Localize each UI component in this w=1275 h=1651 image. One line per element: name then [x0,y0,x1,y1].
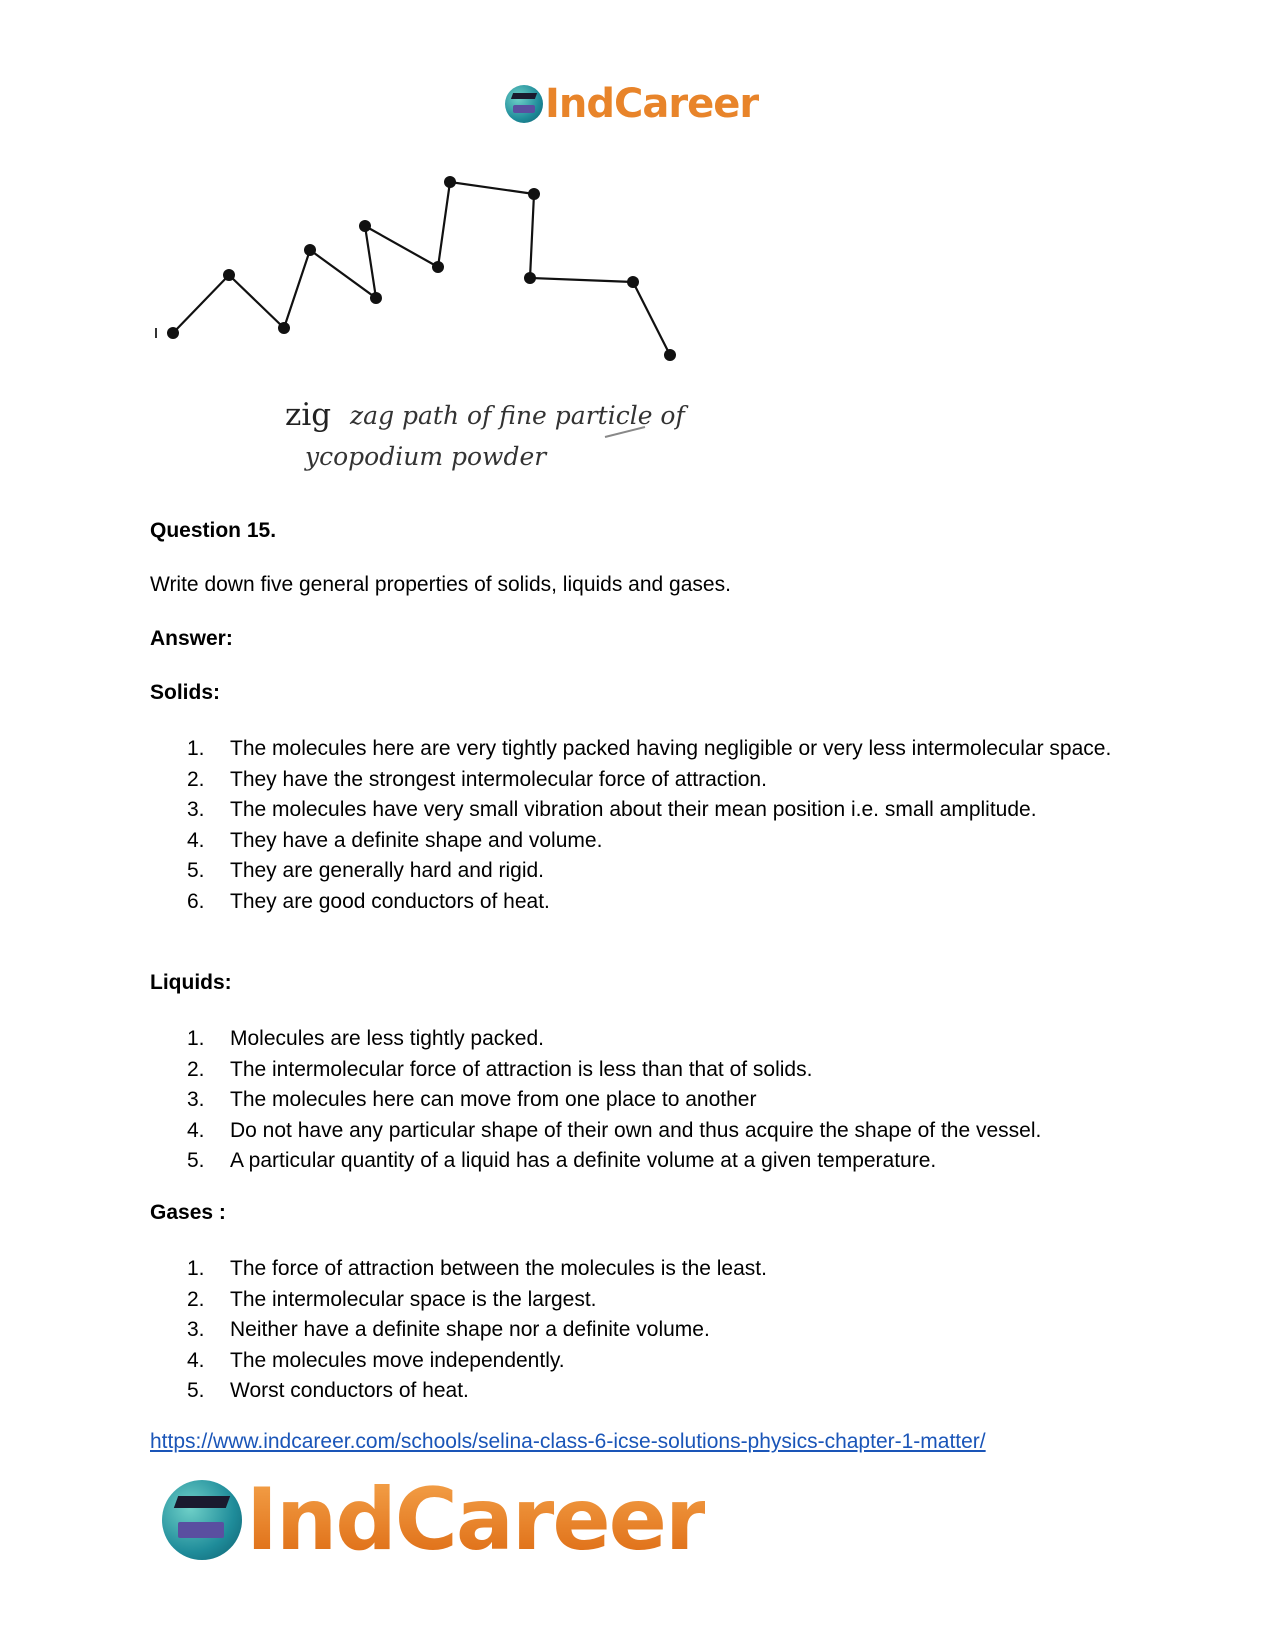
list-item: 2. They have the strongest intermolecular force of attraction. [187,767,767,791]
particle-point [524,272,536,284]
particle-point [664,349,676,361]
stray-mark [155,328,157,338]
liquids-list [150,1024,1150,1177]
list-item: 5. They are generally hard and rigid. [187,859,545,882]
figure-caption-line1: zag path of fine particle of [350,401,685,430]
solids-heading: Solids: [150,681,221,704]
graduation-cap-icon [505,85,543,123]
particle-points [167,176,676,361]
list-item: 1. The molecules here are very tightly packed having negligible or very less intermolecular space. [187,737,1112,760]
figure-caption-zig: zig [285,397,332,433]
liquids-heading: Liquids: [150,971,232,994]
zigzag-path-diagram [150,175,710,490]
list-item: 5. Worst conductors of heat. [187,1379,469,1402]
gases-heading: Gases : [150,1201,226,1224]
answer-label: Answer: [150,627,233,650]
figure-caption-line2: ycopodium powder [305,442,547,471]
list-item: 3. Neither have a definite shape nor a definite volume. [187,1318,710,1341]
particle-point [627,276,639,288]
graduation-cap-icon [162,1480,242,1560]
solids-list [150,734,1150,917]
particle-point [223,269,235,281]
list-item: 3. The molecules here can move from one place to another [187,1088,757,1111]
particle-point [304,244,316,256]
zigzag-path-line [173,182,670,355]
list-item: 1. Molecules are less tightly packed. [187,1027,544,1050]
indcareer-logo-bottom [162,1470,706,1570]
list-item: 4. They have a definite shape and volume. [187,828,603,852]
indcareer-logo-top [505,80,758,128]
list-item: 2. The intermolecular force of attraction is less than that of solids. [187,1057,813,1081]
particle-point [278,322,290,334]
list-item: 4. Do not have any particular shape of their own and thus acquire the shape of the vessel. [187,1118,1042,1142]
particle-point [444,176,456,188]
list-item: 5. A particular quantity of a liquid has a definite volume at a given temperature. [187,1149,937,1172]
gases-list [150,1254,1150,1407]
list-item: 2. The intermolecular space is the largest. [187,1287,597,1311]
list-item: 6. They are good conductors of heat. [187,889,550,913]
particle-point [528,188,540,200]
particle-point [370,292,382,304]
particle-point [167,327,179,339]
logo-text: IndCareer [246,1470,706,1570]
question-title: Question 15. [150,519,277,542]
list-item: 1. The force of attraction between the molecules is the least. [187,1257,767,1280]
particle-point [359,220,371,232]
list-item: 4. The molecules move independently. [187,1348,565,1372]
source-link[interactable]: https://www.indcareer.com/schools/selina-class-6-icse-solutions-physics-chapter-1-matter/ [150,1430,986,1453]
list-item: 3. The molecules have very small vibration about their mean position i.e. small amplitude. [187,798,1037,821]
question-prompt: Write down five general properties of solids, liquids and gases. [150,573,731,596]
particle-point [432,261,444,273]
logo-text: IndCareer [545,81,759,127]
